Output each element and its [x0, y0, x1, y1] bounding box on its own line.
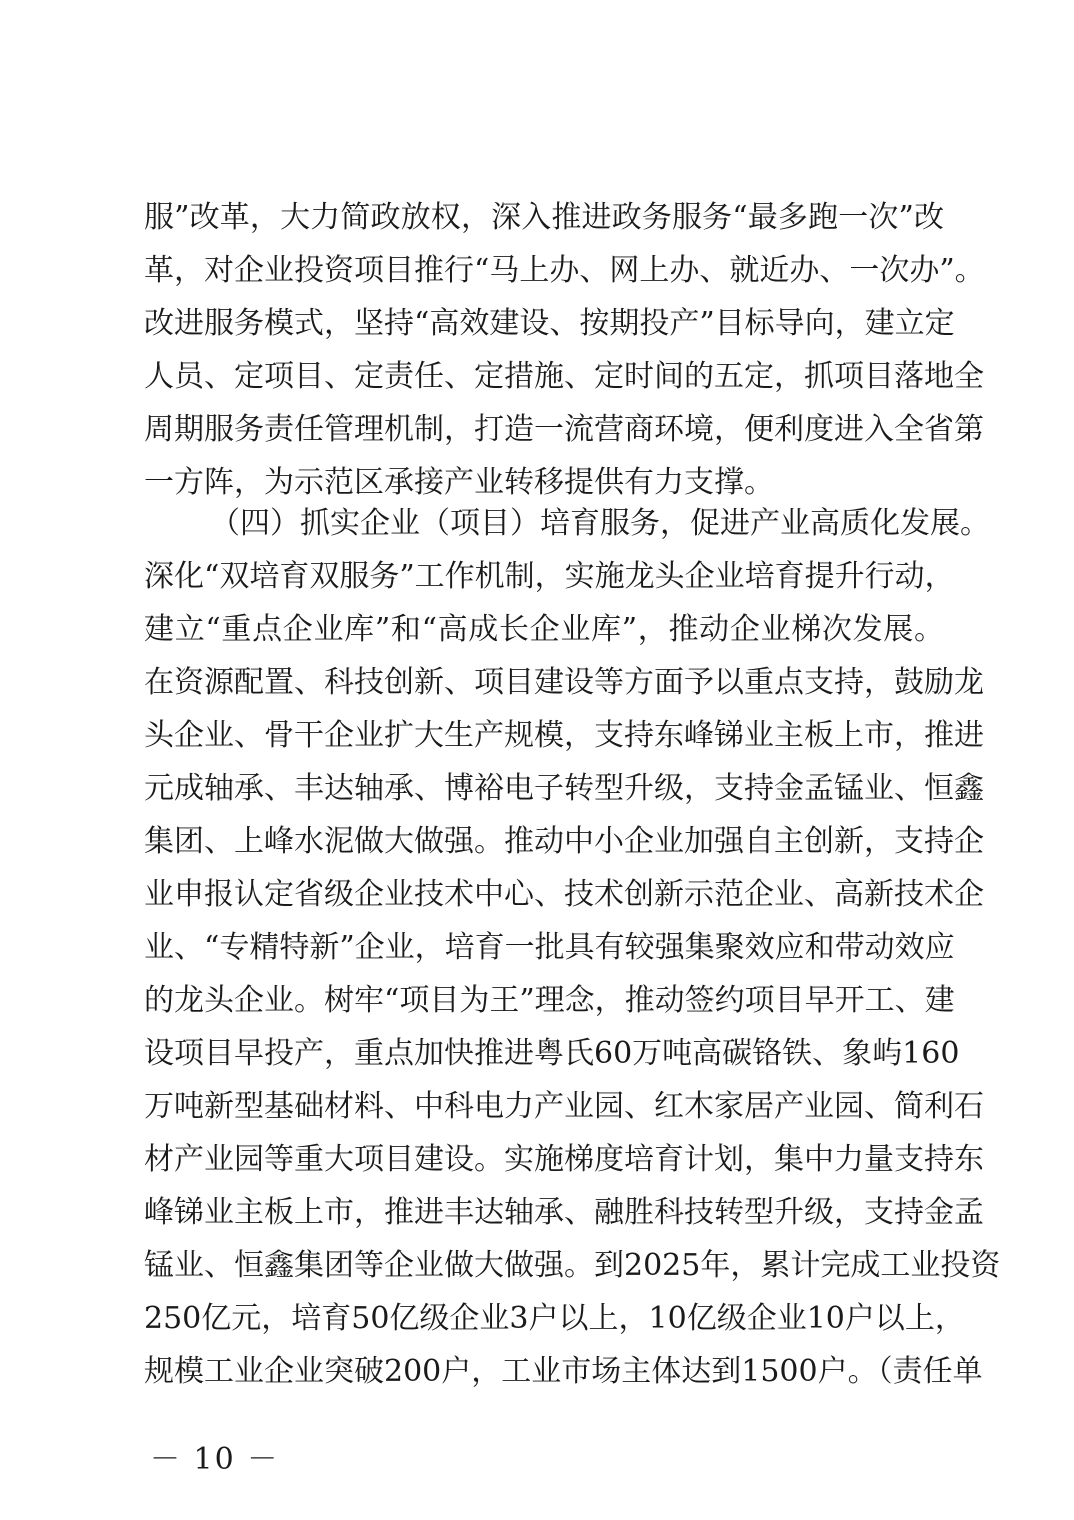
body-text-line: 一方阵，为示范区承接产业转移提供有力支撑。 — [144, 465, 774, 500]
section-heading-line: （四）抓实企业（项目）培育服务，促进产业高质化发展。 — [210, 506, 990, 541]
page-number: － 10 － — [150, 1442, 280, 1477]
body-text-line: 建立“重点企业库”和“高成长企业库”，推动企业梯次发展。 — [144, 612, 944, 647]
body-text-line: 业、“专精特新”企业，培育一批具有较强集聚效应和带动效应 — [144, 930, 955, 965]
body-text-line: 元成轴承、丰达轴承、博裕电子转型升级，支持金孟锰业、恒鑫 — [144, 771, 984, 806]
body-text-line: 锰业、恒鑫集团等企业做大做强。到2025年，累计完成工业投资 — [144, 1248, 1001, 1283]
body-text-line: 头企业、骨干企业扩大生产规模，支持东峰锑业主板上市，推进 — [144, 718, 984, 753]
body-text-line: 在资源配置、科技创新、项目建设等方面予以重点支持，鼓励龙 — [144, 665, 984, 700]
body-text-line: 峰锑业主板上市，推进丰达轴承、融胜科技转型升级，支持金孟 — [144, 1195, 984, 1230]
body-text-line: 改进服务模式，坚持“高效建设、按期投产”目标导向，建立定 — [144, 306, 955, 341]
body-text-line: 的龙头企业。树牢“项目为王”理念，推动签约项目早开工、建 — [144, 983, 955, 1018]
body-text-line: 万吨新型基础材料、中科电力产业园、红木家居产业园、简利石 — [144, 1089, 984, 1124]
body-text-line: 设项目早投产，重点加快推进粤氏60万吨高碳铬铁、象屿160 — [144, 1036, 960, 1071]
body-text-line: 材产业园等重大项目建设。实施梯度培育计划，集中力量支持东 — [144, 1142, 984, 1177]
body-text-line: 革，对企业投资项目推行“马上办、网上办、就近办、一次办”。 — [144, 253, 985, 288]
body-text-line: 业申报认定省级企业技术中心、技术创新示范企业、高新技术企 — [144, 877, 984, 912]
body-text-line: 250亿元，培育50亿级企业3户以上，10亿级企业10户以上， — [144, 1301, 965, 1336]
body-text-line: 人员、定项目、定责任、定措施、定时间的五定，抓项目落地全 — [144, 359, 984, 394]
body-text-line: 规模工业企业突破200户，工业市场主体达到1500户。（责任单 — [144, 1354, 983, 1389]
body-text-line: 集团、上峰水泥做大做强。推动中小企业加强自主创新，支持企 — [144, 824, 984, 859]
body-text-line: 服”改革，大力简政放权，深入推进政务服务“最多跑一次”改 — [144, 200, 944, 235]
body-text-line: 周期服务责任管理机制，打造一流营商环境，便利度进入全省第 — [144, 412, 984, 447]
body-text-line: 深化“双培育双服务”工作机制，实施龙头企业培育提升行动， — [144, 559, 955, 594]
